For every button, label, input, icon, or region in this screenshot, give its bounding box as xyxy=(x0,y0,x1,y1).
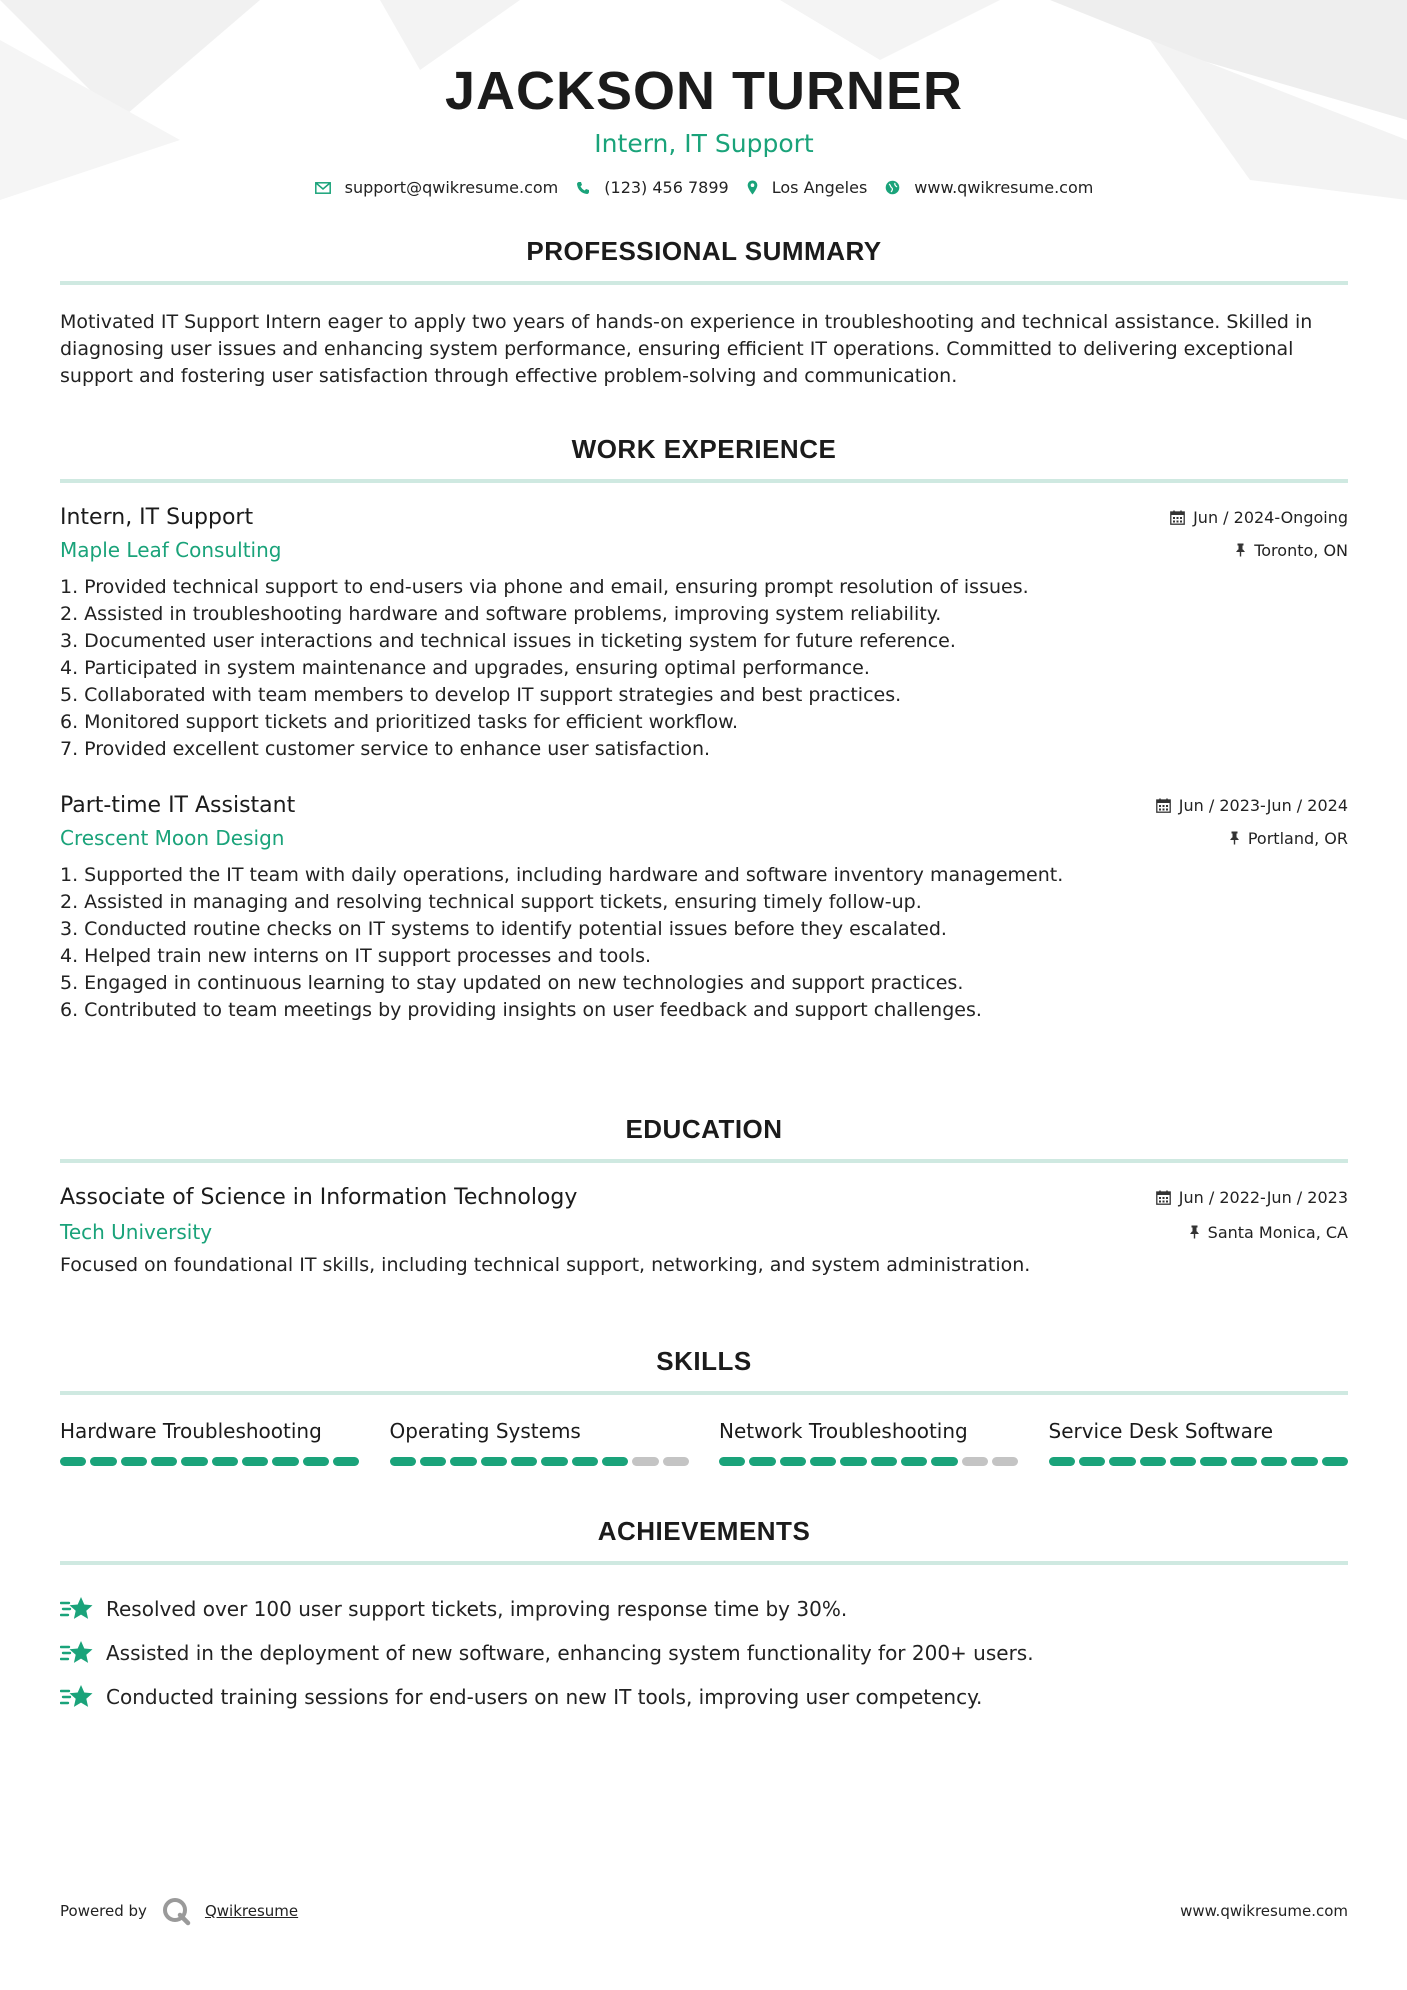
job-date xyxy=(1156,796,1348,815)
star-icon xyxy=(60,1596,94,1622)
skill-level-segment-filled xyxy=(511,1457,537,1466)
skill-level-segment-filled xyxy=(272,1457,298,1466)
skills-section xyxy=(60,1346,1348,1466)
achievements-list xyxy=(60,1587,1348,1719)
page-footer xyxy=(60,1896,1348,1926)
skill-item xyxy=(60,1419,360,1466)
skill-level-segment-filled xyxy=(60,1457,86,1466)
job-bullet: 2. Assisted in troubleshooting hardware and software problems, improving system reliability. xyxy=(60,603,942,625)
job-location xyxy=(1235,541,1348,560)
job-date-text: Jun / 2024-Ongoing xyxy=(1193,508,1348,527)
skill-level-segment-filled xyxy=(303,1457,329,1466)
skill-level-segment-filled xyxy=(810,1457,836,1466)
skill-level-segment-filled xyxy=(901,1457,927,1466)
skill-level-segment-filled xyxy=(1140,1457,1166,1466)
envelope-icon xyxy=(315,182,331,194)
skills-divider xyxy=(60,1391,1348,1395)
contact-email-text: support@qwikresume.com xyxy=(344,178,559,197)
job-bullet: 4. Helped train new interns on IT support processes and tools. xyxy=(60,945,652,967)
summary-text: Motivated IT Support Intern eager to apply two years of hands-on experience in troubleshooting and technical assistance. Skilled in diagnosing user issues and enhancing system performance, ensuring efficient IT operations. Committed to delivering exceptional support and fostering user satisfaction through effective problem-solving and communication. xyxy=(60,311,1313,387)
skill-name: Service Desk Software xyxy=(1048,1419,1274,1443)
skill-level-segment-filled xyxy=(450,1457,476,1466)
summary-divider xyxy=(60,281,1348,285)
job-date xyxy=(1170,508,1348,527)
pushpin-icon xyxy=(1229,831,1240,845)
contact-location-text: Los Angeles xyxy=(771,178,868,197)
achievement-text: Conducted training sessions for end-users on new IT tools, improving user competency. xyxy=(106,1685,983,1709)
job-company: Crescent Moon Design xyxy=(60,826,285,850)
job-location-text: Portland, OR xyxy=(1247,828,1348,848)
education-degree: Associate of Science in Information Technology xyxy=(60,1185,578,1210)
job-bullet: 5. Collaborated with team members to develop IT support strategies and best practices. xyxy=(60,684,902,706)
job-bullet: 5. Engaged in continuous learning to stay updated on new technologies and support practices. xyxy=(60,972,964,994)
summary-section xyxy=(60,236,1348,390)
skill-level-segment-filled xyxy=(840,1457,866,1466)
skill-level-segment-empty xyxy=(663,1457,689,1466)
globe-icon xyxy=(885,180,900,195)
education-heading: EDUCATION xyxy=(625,1114,783,1144)
map-pin-icon xyxy=(747,180,758,195)
skill-level-segment-filled xyxy=(749,1457,775,1466)
job-entry xyxy=(60,505,1348,763)
skill-level-segment-filled xyxy=(1079,1457,1105,1466)
skill-item xyxy=(719,1419,1019,1466)
skill-name: Hardware Troubleshooting xyxy=(60,1419,322,1443)
candidate-name: JACKSON TURNER xyxy=(444,61,964,121)
job-bullet: 6. Contributed to team meetings by providing insights on user feedback and support challenges. xyxy=(60,999,982,1021)
phone-icon xyxy=(576,181,590,195)
achievement-item xyxy=(60,1631,1348,1675)
skill-level-segment-filled xyxy=(212,1457,238,1466)
skill-level-segment-filled xyxy=(1291,1457,1317,1466)
job-company: Maple Leaf Consulting xyxy=(60,538,282,562)
job-entry xyxy=(60,793,1348,1024)
education-location-text: Santa Monica, CA xyxy=(1207,1222,1348,1242)
skill-level-segment-filled xyxy=(1109,1457,1135,1466)
skill-level-segment-filled xyxy=(602,1457,628,1466)
skill-level-segment-filled xyxy=(719,1457,745,1466)
calendar-icon xyxy=(1156,1190,1171,1205)
qwikresume-logo-icon xyxy=(161,1896,191,1926)
skill-level-segment-filled xyxy=(1049,1457,1075,1466)
contact-website[interactable] xyxy=(885,178,1093,197)
job-bullet: 2. Assisted in managing and resolving technical support tickets, ensuring timely follow-up. xyxy=(60,891,922,913)
experience-divider xyxy=(60,479,1348,483)
skill-level-segment-filled xyxy=(121,1457,147,1466)
resume-header xyxy=(60,0,1348,197)
education-description: Focused on foundational IT skills, including technical support, networking, and system administration. xyxy=(60,1254,1031,1276)
job-bullet: 7. Provided excellent customer service to enhance user satisfaction. xyxy=(60,738,711,760)
skill-level-bar xyxy=(1049,1457,1349,1466)
job-bullet: 1. Provided technical support to end-users via phone and email, ensuring prompt resolution of issues. xyxy=(60,576,1029,598)
job-location xyxy=(1229,829,1348,848)
education-section xyxy=(60,1114,1348,1276)
job-location-text: Toronto, ON xyxy=(1254,540,1348,560)
skill-level-bar xyxy=(60,1457,360,1466)
skills-heading: SKILLS xyxy=(656,1346,752,1376)
achievements-heading: ACHIEVEMENTS xyxy=(597,1516,811,1546)
powered-by-label: Powered by xyxy=(60,1902,147,1920)
pushpin-icon xyxy=(1235,543,1246,557)
achievement-item xyxy=(60,1587,1348,1631)
skill-level-segment-filled xyxy=(390,1457,416,1466)
education-divider xyxy=(60,1159,1348,1163)
achievement-item xyxy=(60,1675,1348,1719)
skill-name: Operating Systems xyxy=(389,1419,581,1443)
experience-section xyxy=(60,434,1348,1024)
experience-heading: WORK EXPERIENCE xyxy=(571,434,837,464)
education-date xyxy=(1156,1188,1348,1207)
skill-level-segment-empty xyxy=(632,1457,658,1466)
skill-item xyxy=(1049,1419,1349,1466)
job-date-text: Jun / 2023-Jun / 2024 xyxy=(1178,796,1348,815)
achievements-section xyxy=(60,1516,1348,1719)
job-bullet: 4. Participated in system maintenance and upgrades, ensuring optimal performance. xyxy=(60,657,870,679)
skill-level-segment-filled xyxy=(1200,1457,1226,1466)
job-bullets xyxy=(60,574,1348,763)
job-bullet: 1. Supported the IT team with daily operations, including hardware and software inventory management. xyxy=(60,864,1064,886)
summary-heading: PROFESSIONAL SUMMARY xyxy=(526,236,882,266)
education-date-text: Jun / 2022-Jun / 2023 xyxy=(1178,1188,1348,1207)
education-school: Tech University xyxy=(60,1220,213,1244)
star-icon xyxy=(60,1684,94,1710)
skills-grid xyxy=(60,1419,1348,1466)
resume-page xyxy=(60,0,1348,1709)
calendar-icon xyxy=(1156,798,1171,813)
achievement-text: Resolved over 100 user support tickets, improving response time by 30%. xyxy=(106,1597,848,1621)
job-bullet: 3. Conducted routine checks on IT systems to identify potential issues before they escalated. xyxy=(60,918,947,940)
job-bullet: 3. Documented user interactions and technical issues in ticketing system for future reference. xyxy=(60,630,956,652)
skill-level-segment-filled xyxy=(541,1457,567,1466)
skill-level-segment-filled xyxy=(481,1457,507,1466)
education-location xyxy=(1189,1223,1348,1242)
contact-email[interactable] xyxy=(315,178,559,197)
job-bullets xyxy=(60,862,1348,1024)
job-bullet: 6. Monitored support tickets and prioritized tasks for efficient workflow. xyxy=(60,711,738,733)
skill-level-segment-filled xyxy=(420,1457,446,1466)
skill-level-segment-filled xyxy=(572,1457,598,1466)
skill-level-segment-filled xyxy=(90,1457,116,1466)
contact-bar xyxy=(60,178,1348,197)
skill-level-bar xyxy=(390,1457,690,1466)
skill-level-bar xyxy=(719,1457,1019,1466)
skill-level-segment-empty xyxy=(962,1457,988,1466)
contact-phone[interactable] xyxy=(576,178,728,197)
job-role: Part-time IT Assistant xyxy=(60,793,296,818)
star-icon xyxy=(60,1640,94,1666)
skill-level-segment-filled xyxy=(1170,1457,1196,1466)
job-role: Intern, IT Support xyxy=(60,505,254,530)
contact-location xyxy=(747,178,868,197)
pushpin-icon xyxy=(1189,1225,1200,1239)
skill-level-segment-filled xyxy=(1231,1457,1257,1466)
achievements-divider xyxy=(60,1561,1348,1565)
candidate-title: Intern, IT Support xyxy=(594,129,814,158)
contact-phone-text: (123) 456 7899 xyxy=(604,178,729,197)
skill-level-segment-filled xyxy=(1261,1457,1287,1466)
achievement-text: Assisted in the deployment of new software, enhancing system functionality for 200+ users. xyxy=(106,1641,1034,1665)
footer-website[interactable]: www.qwikresume.com xyxy=(1180,1902,1348,1920)
skill-level-segment-filled xyxy=(333,1457,359,1466)
skill-level-segment-filled xyxy=(931,1457,957,1466)
skill-level-segment-filled xyxy=(181,1457,207,1466)
calendar-icon xyxy=(1170,510,1185,525)
skill-name: Network Troubleshooting xyxy=(719,1419,968,1443)
education-entry xyxy=(60,1185,1348,1276)
contact-website-text: www.qwikresume.com xyxy=(914,178,1094,197)
skill-level-segment-filled xyxy=(780,1457,806,1466)
qwikresume-link[interactable]: Qwikresume xyxy=(204,1902,299,1920)
skill-level-segment-filled xyxy=(871,1457,897,1466)
skill-level-segment-empty xyxy=(992,1457,1018,1466)
skill-item xyxy=(390,1419,690,1466)
skill-level-segment-filled xyxy=(242,1457,268,1466)
skill-level-segment-filled xyxy=(151,1457,177,1466)
skill-level-segment-filled xyxy=(1322,1457,1348,1466)
